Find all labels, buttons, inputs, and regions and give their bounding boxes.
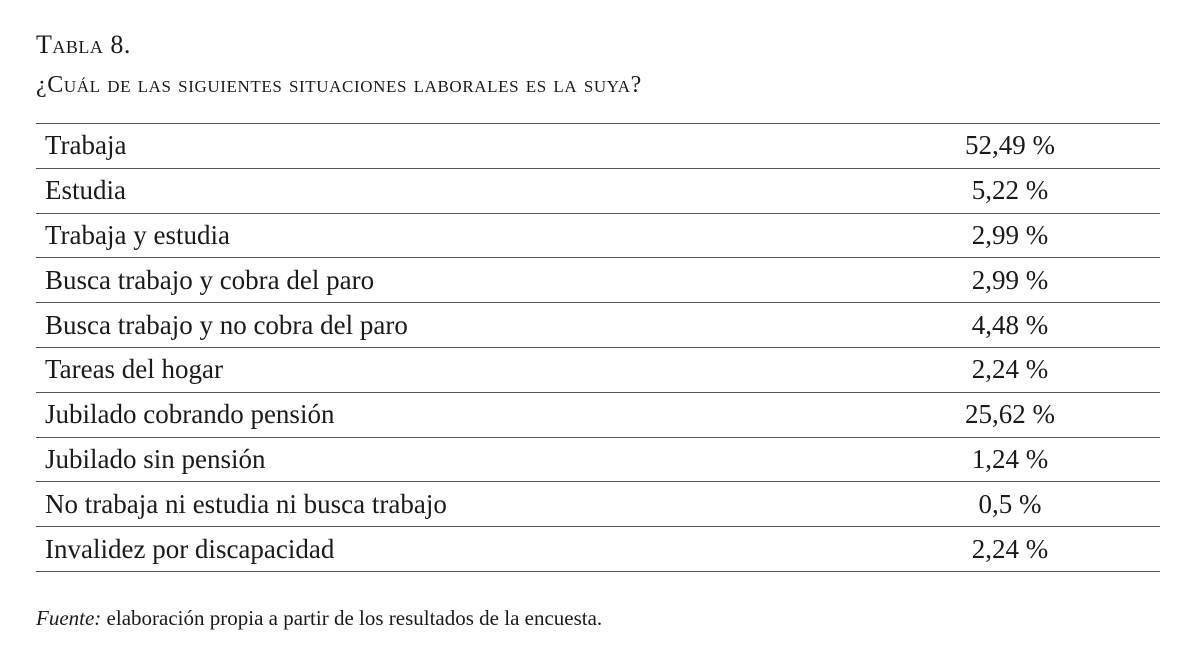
row-label: Jubilado sin pensión [45,443,266,474]
source-prefix: Fuente: [36,606,102,630]
table-title: ¿Cuál de las siguientes situaciones laborales es la suya? [36,72,642,98]
row-value: 5,22 % [971,175,1049,206]
table-row [36,258,1160,303]
row-value: 2,99 % [971,219,1049,250]
table-row [36,527,1160,572]
row-label: Estudia [45,175,126,206]
row-label: Trabaja [45,130,127,161]
table-row [36,437,1160,482]
row-value: 52,49 % [965,130,1055,161]
row-label: Trabaja y estudia [45,219,230,250]
row-value: 4,48 % [971,309,1049,340]
row-label: No trabaja ni estudia ni busca trabajo [45,488,447,519]
row-label: Tareas del hogar [45,354,224,385]
row-value: 1,24 % [971,443,1049,474]
source-text: elaboración propia a partir de los resultados de la encuesta. [101,606,603,630]
row-label: Busca trabajo y no cobra del paro [45,309,408,340]
table-row [36,392,1160,437]
row-value: 2,99 % [971,264,1049,295]
table-caption [36,28,1166,100]
row-value: 0,5 % [978,488,1042,519]
table-row [36,347,1160,392]
source-note [36,604,602,632]
table-number: Tabla 8. [36,30,131,59]
table-row [36,168,1160,213]
row-label: Busca trabajo y cobra del paro [45,264,375,295]
table-row [36,303,1160,348]
table-row [36,482,1160,527]
row-value: 2,24 % [971,533,1049,564]
employment-status-table [36,123,1160,572]
table-row [36,124,1160,169]
row-value: 2,24 % [971,354,1049,385]
row-value: 25,62 % [965,399,1055,430]
table-row [36,213,1160,258]
row-label: Jubilado cobrando pensión [45,399,335,430]
row-label: Invalidez por discapacidad [45,533,335,564]
